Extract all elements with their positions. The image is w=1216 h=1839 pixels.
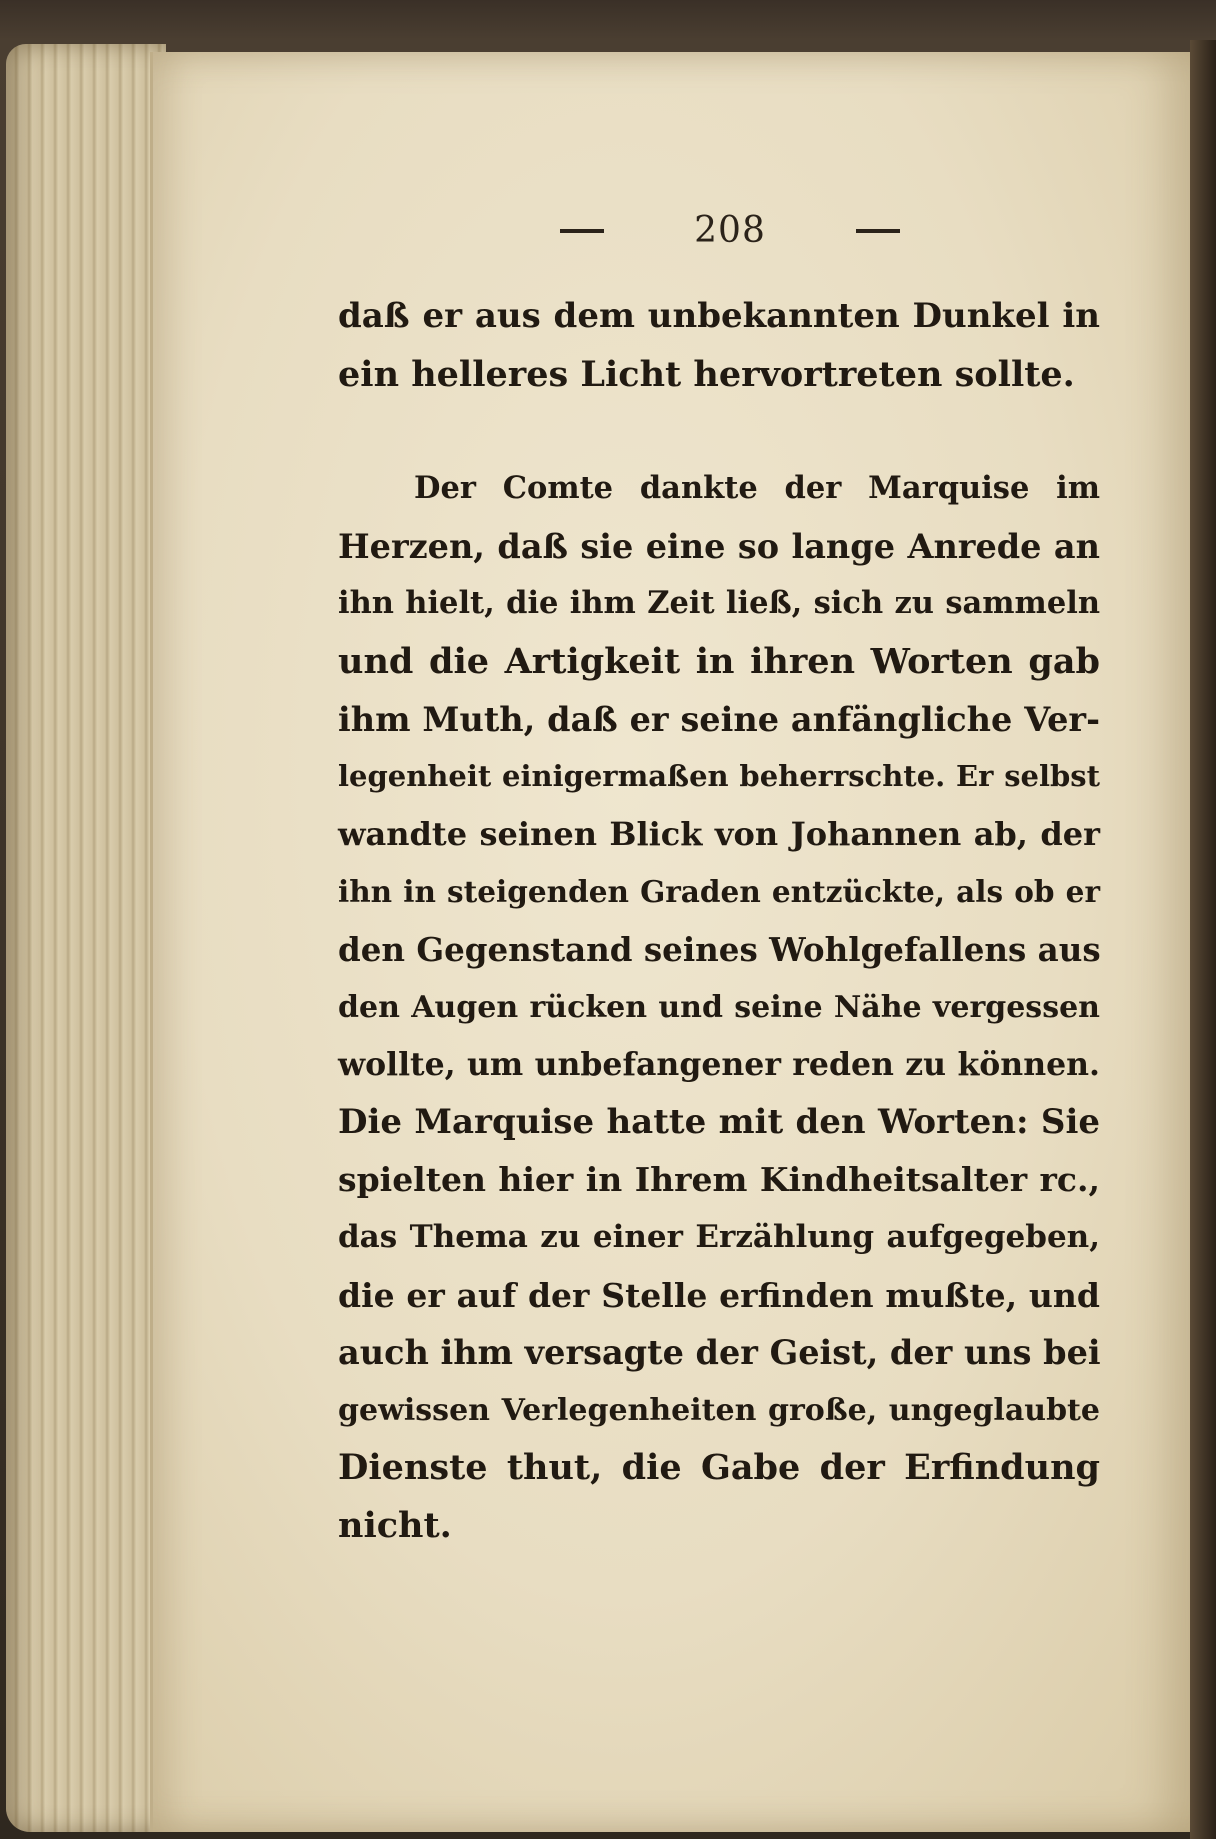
text-line: ein helleres Licht hervortreten sollte. xyxy=(338,353,1075,395)
page-number: 208 xyxy=(694,210,766,251)
body-text xyxy=(338,288,1100,1554)
left-dash xyxy=(560,229,604,233)
book-cover-edge xyxy=(1190,40,1216,1839)
text-line: den Gegenstand seines Wohlgefallens aus xyxy=(338,929,1101,969)
paragraph-gap xyxy=(338,403,1100,460)
text-line: spielten hier in Ihrem Kindheitsalter rc., xyxy=(338,1160,1100,1200)
text-line: das Thema zu einer Erzählung aufgegeben, xyxy=(338,1218,1100,1255)
text-line: Der Comte dankte der Marquise im xyxy=(414,470,1100,507)
paragraph-1 xyxy=(338,288,1100,403)
text-line: ihm Muth, daß er seine anfängliche Ver- xyxy=(338,699,1100,739)
text-line: nicht. xyxy=(338,1504,452,1546)
text-line: daß er aus dem unbekannten Dunkel in xyxy=(338,296,1100,336)
text-line: Dienste thut, die Gabe der Erfindung xyxy=(338,1447,1100,1489)
paragraph-2 xyxy=(338,460,1100,1554)
stacked-page-edges xyxy=(6,44,166,1832)
text-line: Herzen, daß sie eine so lange Anrede an xyxy=(338,526,1100,566)
text-line: ihn in steigenden Graden entzückte, als ob er xyxy=(338,874,1100,910)
text-line: Die Marquise hatte mit den Worten: Sie xyxy=(338,1101,1100,1142)
text-line: gewissen Verlegenheiten große, ungeglaubte xyxy=(338,1392,1100,1428)
right-dash xyxy=(856,229,900,233)
text-line: den Augen rücken und seine Nähe vergessen xyxy=(338,989,1100,1025)
text-line: auch ihm versagte der Geist, der uns bei xyxy=(338,1333,1101,1373)
text-line: wandte seinen Blick von Johannen ab, der xyxy=(338,814,1100,853)
text-line: wollte, um unbefangener reden zu können. xyxy=(338,1046,1100,1084)
text-line: ihn hielt, die ihm Zeit ließ, sich zu sammeln xyxy=(338,585,1100,622)
text-line: und die Artigkeit in ihren Worten gab xyxy=(338,640,1100,682)
running-head xyxy=(560,210,900,251)
text-line: die er auf der Stelle erfinden mußte, und xyxy=(338,1275,1100,1315)
text-line: legenheit einigermaßen beherrschte. Er selbst xyxy=(338,759,1100,794)
